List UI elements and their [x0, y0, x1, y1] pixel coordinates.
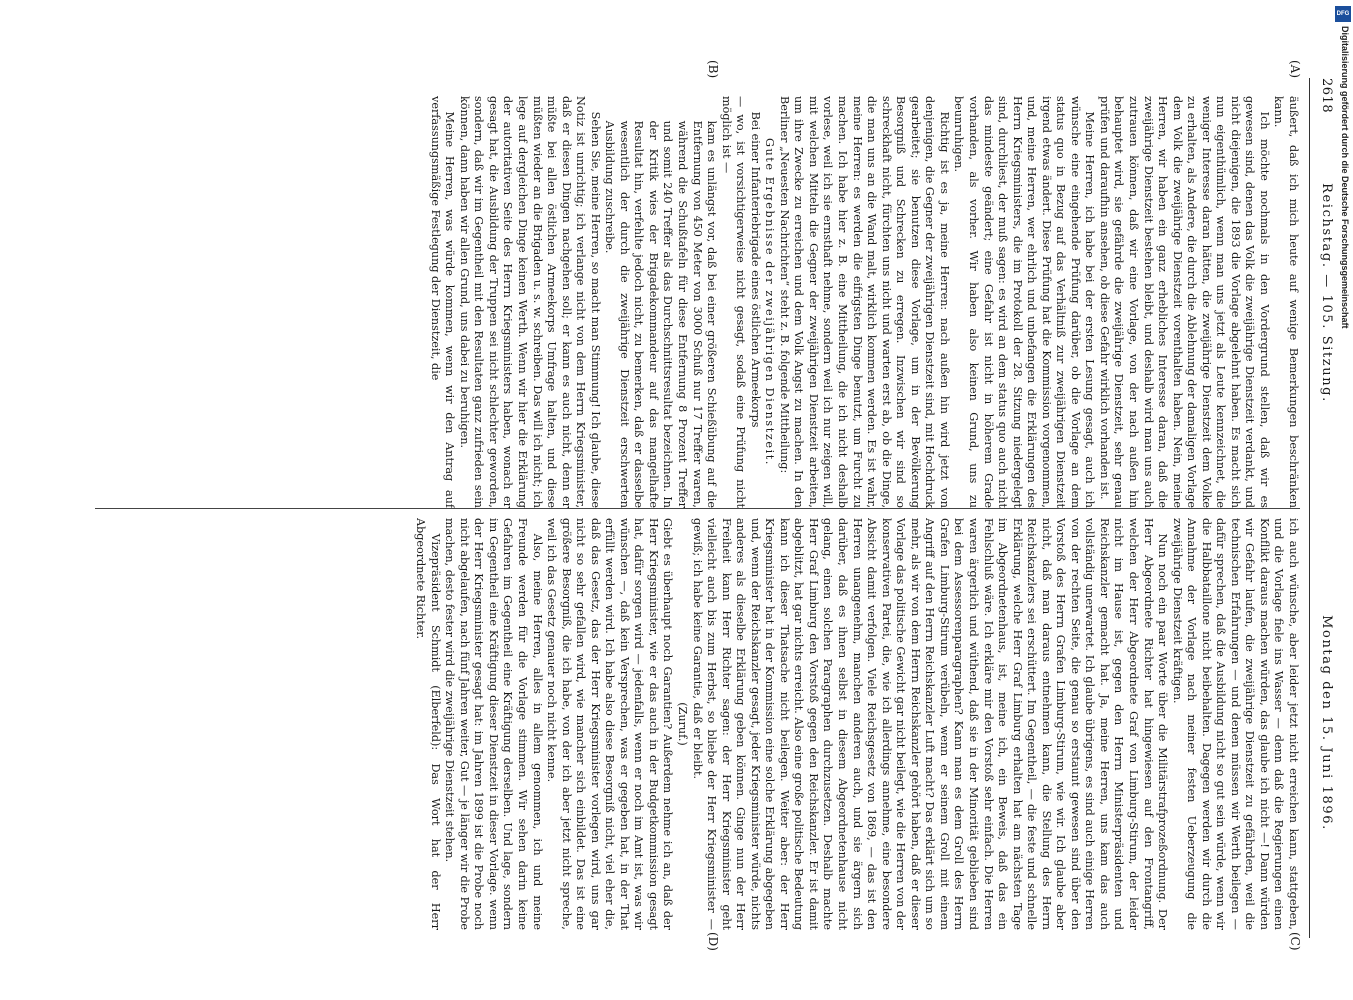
right-column	[100, 518, 1300, 930]
paragraph: ich auch wünsche, aber leider jetzt nicht erreichen kann, stattgeben, und die Vorlage fiele ins Wasser — denn daß die Regierungen einen Konflikt daraus machen würden, das glaube ich nicht —! Dann würden wir Gefahr laufen, die zweijährige Dienstzeit zu gefährden, weil die technischen Erfahrungen — und denen müssen wir Werth beilegen — dafür sprechen, daß die Ausbildung nicht so gut sein würde, wenn wir die Halbbataillone nicht beibehalten. Dagegen werden wir durch die Annahme der Vorlage nach meiner festen Ueberzeugung die zweijährige Dienstzeit kräftigen.	[1170, 518, 1300, 930]
page-number: 2618	[1319, 78, 1334, 114]
rotated-document-page	[85, 60, 1340, 951]
paragraph: äußert, daß ich mich heute auf wenige Bemerkungen beschränken kann.	[1272, 96, 1300, 508]
quote-text: Bei einer Infanteriebrigade eines östlichen Armeekorps	[748, 111, 762, 428]
header-right-title: Montag den 15. Juni 1896.	[1319, 615, 1334, 831]
column-divider	[95, 508, 1300, 509]
margin-mark-b: (B)	[706, 60, 720, 79]
speaker-line: Vizepräsident Schmidt (Elberfeld): Das Wort hat der Herr Abgeordnete Richter.	[414, 518, 442, 930]
paragraph: Sehen Sie, meine Herren, so macht man Stimmung! Ich glaube, diese Notiz ist unrichtig; ich verlange nicht von dem Herrn Kriegsminister, daß er diesen Dingen nachgehen soll; er kann es auch nicht, denn er müßte bei allen östlichen Armeekorps Umfrage halten, und diese müßten wieder an die Brigaden u. s. w. schreiben. Das will ich nicht; ich lege auf dergleichen Dinge keinen Werth. Wenn wir hier die Erklärung der autoritativen Seite des Herrn Kriegsministers haben, wonach er gesagt hat, die Ausbildung der Truppen sei nicht schlechter geworden, sondern, daß wir im Gegentheil mit den Resultaten ganz zufrieden sein können, dann haben wir allen Grund, uns dabei zu beruhigen.	[457, 96, 602, 508]
paragraph: — wo, ist vorsichtigerweise nicht gesagt, sodaß eine Prüfung nicht möglich ist —	[719, 96, 748, 508]
paragraph: Also, meine Herren, alles in allem genommen, ich und meine Freunde werden für die Vorlage stimmen. Wir sehen darin keine Gefahren im Gegentheil eine Kräftigung derselben. Und lage, sondern im Gegentheil eine Kräftigung dieser Dienstzeit in dieser Vorlage. wenn der Herr Kriegsminister gesagt hat: im Jahren 1899 ist die Probe noch nicht abgelaufen, nach fünf Jahren weiter, Gut — je länger wir die Probe machen, desto fester wird die zweijährige Dienstzeit stehen.	[443, 518, 544, 930]
interjection: (Zuruf.)	[676, 702, 690, 746]
paragraph: Richtig ist es ja, meine Herren: nach außen hin wird jetzt von denjenigen, die Gegner der zweijährigen Dienstzeit sind, mit Hochdruck gearbeitet; sie benutzen diese Vorlage, um in der Bevölkerung Besorgniß und Schrecken zu erregen. Inzwischen wir sind so schreckhaft nicht, fürchten uns nicht und warten erst ab, ob die Dinge, die man uns an die Wand malt, wirklich kommen werden. Es ist wahr, meine Herren: es werden die eifrigsten Dinge benutzt, um Furcht zu machen. Ich habe hier z. B. eine Mittheilung, die ich nicht deshalb vorlese, weil ich sie ernsthaft nehme, sondern weil ich nur zeigen will, mit welchen Mitteln die Gegner der zweijährigen Dienstzeit arbeiten, um ihre Zwecke zu erreichen und dem Volk Angst zu machen. In den Berliner „Neuesten Nachrichten“ steht z. B. folgende Mittheilung:	[777, 96, 951, 508]
paragraph: Meine Herren, was würde kommen, wenn wir den Antrag auf verfassungsmäßige Festlegung der Dienstzeit, die	[428, 96, 457, 508]
paragraph: Ich möchte nochmals in den Vordergrund stellen, daß wir es gewesen sind, denen das Volk die zweijährige Dienstzeit verdankt, und nicht diejenigen, die 1893 die Vorlage abgelehnt haben. Es macht sich nun eigenthümlich, wenn man uns jetzt als Leute kennzeichnet, die weniger Interesse daran hätten, die zweijährige Dienstzeit dem Volke zu erhalten, als Andere, die durch die Ablehnung der damaligen Vorlage dem Volk die zweijährige Dienstzeit vorenthalten haben. Nein, meine Herren, wir haben ein ganz erhebliches Interesse daran, daß die zweijährige Dienstzeit bestehen bleibt, und deshalb wird man uns auch zutrauen können, daß wir eine Vorlage, von der nach außen hin behauptet wird, sie gefährde die zweijährige Dienstzeit, sehr genau prüfen und daraufhin ansehen, ob diese Gefahr wirklich vorhanden ist.	[1097, 96, 1271, 508]
paragraph: Giebt es überhaupt noch Garantien? Außerdem nehme ich an, daß der Herr Kriegsminister, wie er das auch in der Budgetkommission gesagt hat, dafür sorgen wird — jedenfalls, wenn er noch im Amt ist, was wir wünschen —, daß kein Versprechen, was er gegeben hat, in der That erfüllt werden wird. Ich habe also diese Besorgniß nicht, viel eher die, daß das Gesetz, das der Herr Kriegsminister vorlegen wird, uns gar nicht so sehr gefallen wird, wie mancher sich einbildet. Das ist eine größere Besorgniß, die ich habe, von der ich aber jetzt nicht spreche, weil ich das Gesetz genauer noch nicht kenne.	[545, 518, 675, 930]
margin-mark-a: (A)	[1288, 60, 1302, 79]
digitization-sidebar	[1334, 6, 1352, 991]
margin-mark-c: (C)	[1288, 932, 1302, 951]
quote-text: kam es unlängst vor, daß bei einer größeren Schießübung auf die Entfernung von 450 Meter von 3000 Schuß nur 17 Treffer waren, während die Schußtafeln für diese Entfernung 8 Prozent Treffer und somit 240 Treffer als das Durchschnittsresultat bezeichnen. In der Kritik wies der Brigadekommandeur auf das mangelhafte Resultat hin, verfehlte jedoch nicht, zu bemerken, daß er dasselbe wesentlich der durch die zweijährige Dienstzeit erschwerten Ausbildung zuschreibe.	[603, 120, 719, 508]
header-left-title: Reichstag. — 105. Sitzung.	[1319, 183, 1334, 403]
digitization-note: Digitalisierung gefördert durch die Deutsche Forschungsgemeinschaft	[1340, 26, 1350, 329]
paragraph: Nun noch ein paar Worte über die Militärstrafprozeßordnung. Der Herr Abgeordnete Richter hat hingewiesen auf den Frontangriff, welchen der Herr Abgeordnete Graf von Limburg-Stirum, der leider nicht im Hause ist, gegen den Herrn Ministerpräsidenten und Reichskanzler gemacht hat. Ja, meine Herren, uns kam das auch vollständig unerwartet. Ich glaube übrigens, es sind auch einige Herren von der rechten Seite, die genau so erstaunt gewesen sind über den Vorstoß des Herrn Grafen Limburg-Stirum, wie wir. Ich glaube aber nicht, daß man daraus entnehmen kann, die Stellung des Herrn Reichskanzlers sei erschüttert. Im Gegentheil, — die feste und schnelle Erklärung, welche Herr Graf Limburg erhalten hat am nächsten Tage im Abgeordnetenhaus, ist, meine ich, ein Beweis, daß das ein Fehlschluß wäre. Ich erkläre mir den Vorstoß sehr einfach. Die Herren waren ärgerlich und wüthend, daß sie in der Minorität geblieben sind bei dem Assessorenparagraphen? Kann man es dem Groll des Herrn Grafen Limburg-Stirum verübeln, wenn er seinem Groll mit einem Angriff auf den Herrn Reichskanzler Luft macht? Das erklärt sich um so mehr, als wir von dem Herrn Reichskanzler gehört haben, daß er dieser Vorlage das politische Gewicht gar nicht beilegt, wie die Herren von der konservativen Partei, die, wie ich allerdings annehme, eine besondere Absicht damit verfolgen. Viele Reichsgesetz von 1869, — das ist den Herren unangenehm, manchen anderen auch, und sie ärgern sich darüber, daß es ihnen selbst in diesem Abgeordnetenhause nicht gelang, einen solchen Paragraphen durchzusetzen. Deshalb machte Herr Graf Limburg den Vorstoß gegen den Reichskanzler. Er ist damit abgeblitzt, hat gar nichts erreicht. Also eine große politische Bedeutung kann ich dieser Thatsache nicht beilegen. Weiter aber: der Herr Kriegsminister hat in der Kommission eine solche Erklärung abgegeben und, wenn der Reichskanzler gesagt, jeder Kriegsminister würde, nichts anderes als dieselbe Erklärung geben können. Ginge nun der Herr Freiheit kann Herr Richter sagen: der Herr Kriegsminister geht vielleicht auch bis zum Herbst, so bliebe der Herr Kriegsminister — gewiß; ich habe keine Garantie, daß er bleibt.	[690, 518, 1170, 930]
paragraph: Meine Herren, ich habe bei der ersten Lesung gesagt, auch ich wünsche eine eingehende Prüfung darüber, ob die Vorlage an dem status quo in Bezug auf das Verhältniß zur zweijährigen Dienstzeit irgend etwas ändert. Diese Prüfung hat die Kommission vorgenommen, und, meine Herren, wer ehrlich und unbefangen die Erklärungen des Herrn Kriegsministers, die im Protokoll der 28. Sitzung niedergelegt sind, durchliest, der muß sagen: es wird an dem status quo auch nicht das mindeste geändert; eine Gefahr ist nicht in höherem Grade vorhanden, als vorher. Wir haben also keinen Grund, uns zu beunruhigen.	[952, 96, 1097, 508]
dfg-logo: DFG	[1335, 6, 1351, 22]
margin-mark-d: (D)	[706, 932, 720, 951]
quote-heading: Gute Ergebnisse der zweijährigen Dienstzeit.	[763, 137, 777, 467]
left-column	[100, 96, 1300, 508]
